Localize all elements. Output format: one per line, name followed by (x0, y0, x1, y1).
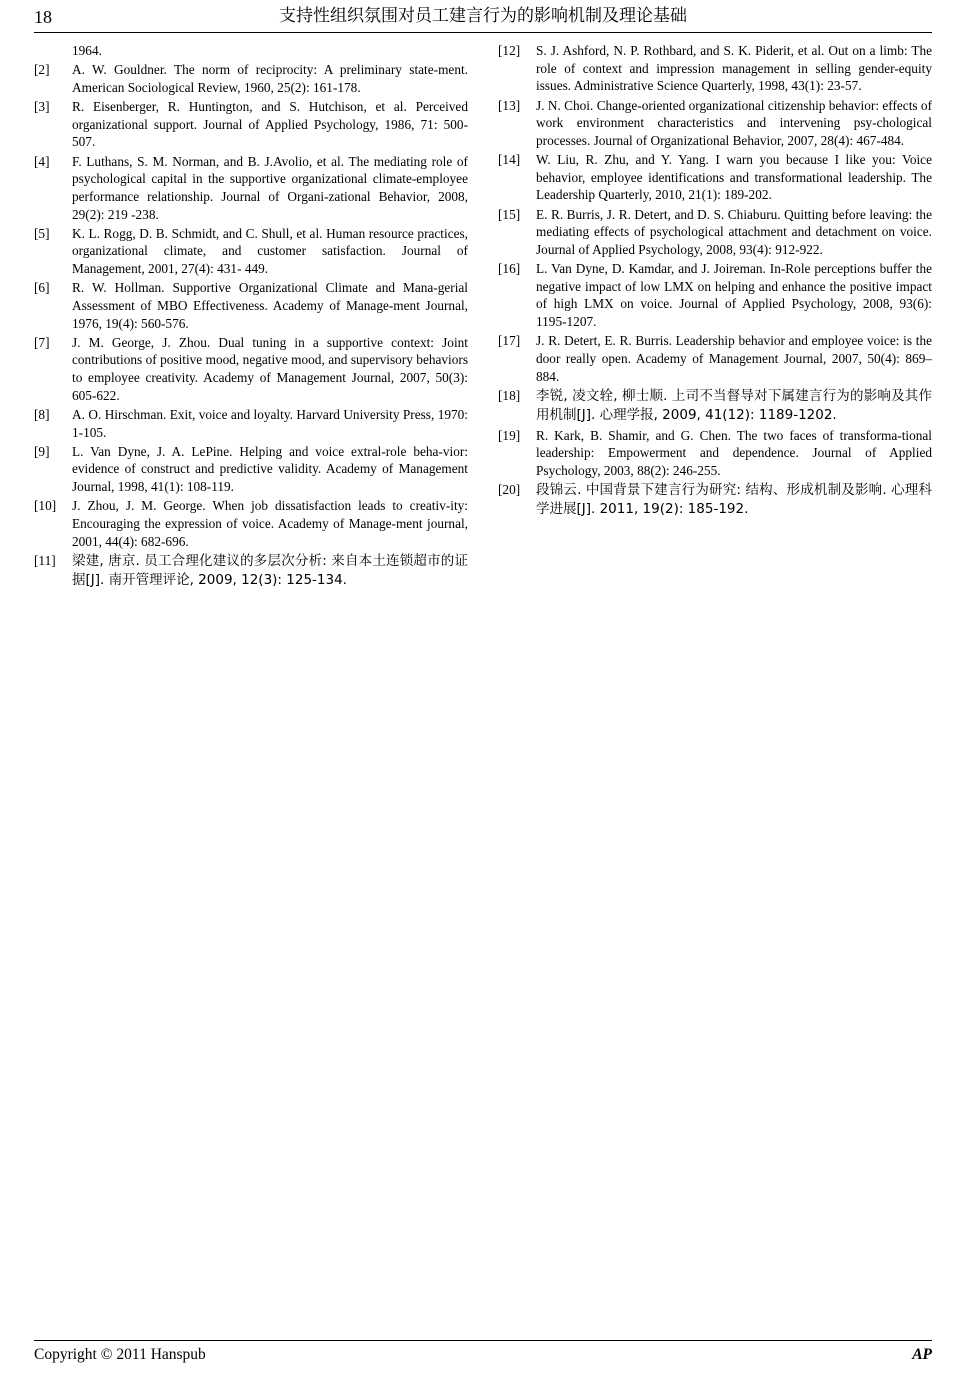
reference-number: [2] (34, 62, 50, 78)
reference-item (34, 497, 468, 550)
reference-item (498, 387, 932, 425)
reference-item (34, 42, 468, 60)
reference-number: [13] (498, 97, 521, 113)
reference-text: J. M. George, J. Zhou. Dual tuning in a supportive context: Joint contributions of positive mood, negative mood, and supervisory behaviors to employee creativity. Academy of Management Journal, 2007, 50(3): 605-622. (72, 334, 468, 403)
footer-inner (34, 1346, 932, 1364)
reference-number (34, 42, 72, 60)
reference-item (498, 260, 932, 331)
reference-number: [20] (498, 482, 521, 498)
reference-text: 段锦云. 中国背景下建言行为研究: 结构、形成机制及影响. 心理科学进展[J]. 2011, 19(2): 185-192. (536, 482, 932, 518)
reference-item (34, 443, 468, 496)
header-inner (34, 8, 932, 26)
reference-text: J. Zhou, J. M. George. When job dissatisfaction leads to creativ-ity: Encouraging the expression of voice. Academy of Manage-ment journal, 2001, 44(4): 682-696. (72, 498, 468, 549)
reference-item (34, 98, 468, 151)
reference-text: A. W. Gouldner. The norm of reciprocity: A preliminary state-ment. American Sociological Review, 1960, 25(2): 161-178. (72, 62, 468, 95)
reference-text: L. Van Dyne, D. Kamdar, and J. Joireman. In-Role perceptions buffer the negative impact of low LMX on helping and enhance the positive impact of high LMX on voice. Journal of Applied Psychology, 2008, 93(6): 1195-1207. (536, 261, 932, 330)
reference-item (34, 406, 468, 441)
reference-column-left (34, 42, 468, 592)
header-divider (34, 32, 932, 33)
reference-number: [15] (498, 206, 521, 222)
reference-number: [12] (498, 43, 521, 58)
reference-number: [14] (498, 152, 521, 168)
reference-item (498, 151, 932, 204)
reference-item (498, 97, 932, 150)
reference-item (498, 206, 932, 259)
reference-item (498, 332, 932, 385)
reference-number: [7] (34, 334, 50, 350)
reference-number: [10] (34, 498, 57, 514)
reference-item (498, 427, 932, 480)
reference-text: F. Luthans, S. M. Norman, and B. J.Avolio, et al. The mediating role of psychological capital in the supportive organizational climate-employee performance relationship. Journal of Organi-zational Behavior, 2008, 29(2): 219 -238. (72, 153, 468, 222)
reference-item (498, 42, 932, 95)
reference-item (34, 279, 468, 332)
reference-number: [5] (34, 225, 50, 241)
page-header (34, 0, 932, 30)
reference-text: R. Eisenberger, R. Huntington, and S. Hutchison, et al. Perceived organizational support. Journal of Applied Psychology, 1986, 71: 500-507. (72, 99, 468, 150)
reference-number: [9] (34, 443, 50, 459)
reference-text: W. Liu, R. Zhu, and Y. Yang. I warn you because I like you: Voice behavior, employee identifications and transformational leadership. The Leadership Quarterly, 2010, 21(1): 189-202. (536, 152, 932, 203)
reference-number: [18] (498, 387, 521, 403)
reference-text: R. Kark, B. Shamir, and G. Chen. The two faces of transforma-tional leadership: Empowerment and dependence. Journal of Applied Psychology, 2003, 88(2): 246-255. (536, 427, 932, 478)
reference-text: J. N. Choi. Change-oriented organizational citizenship behavior: effects of work environment characteristics and intervening psy-chological processes. Journal of Organizational Behavior, 2007, 28(4): 467-484. (536, 97, 932, 148)
reference-text: E. R. Burris, J. R. Detert, and D. S. Chiaburu. Quitting before leaving: the mediating effects of psychological attachment and detachment on voice. Journal of Applied Psychology, 2008, 93(4): 912-922. (536, 206, 932, 257)
reference-item (34, 225, 468, 278)
reference-number: [6] (34, 280, 50, 296)
page-number: 18 (34, 7, 52, 27)
reference-text: 梁建, 唐京. 员工合理化建议的多层次分析: 来自本土连锁超市的证据[J]. 南开管理评论, 2009, 12(3): 125-134. (72, 552, 468, 588)
reference-text: 李锐, 凌文辁, 柳士顺. 上司不当督导对下属建言行为的影响及其作用机制[J]. 心理学报, 2009, 41(12): 1189-1202. (536, 387, 932, 423)
page-footer (34, 1340, 932, 1364)
reference-item (34, 334, 468, 405)
reference-number: [17] (498, 333, 521, 349)
reference-text: L. Van Dyne, J. A. LePine. Helping and voice extral-role beha-vior: evidence of construct and predictive validity. Academy of Management Journal, 1998, 41(1): 108-119. (72, 443, 468, 495)
reference-number: [8] (34, 406, 50, 422)
reference-text: K. L. Rogg, D. B. Schmidt, and C. Shull, et al. Human resource practices, organizational climate, and customer satisfaction. Journal of Management, 2001, 27(4): 431- 449. (72, 225, 468, 277)
reference-number: [16] (498, 261, 521, 277)
reference-column-right (498, 42, 932, 592)
reference-number: [19] (498, 427, 521, 443)
reference-columns (34, 42, 932, 592)
reference-number: [3] (34, 99, 50, 115)
copyright-notice: Copyright © 2011 Hanspub (34, 1346, 206, 1363)
running-title: 支持性组织氛围对员工建言行为的影响机制及理论基础 (279, 6, 687, 26)
footer-divider (34, 1340, 932, 1341)
reference-text: R. W. Hollman. Supportive Organizational Climate and Mana-gerial Assessment of MBO Effectiveness. Academy of Manage-ment Journal, 1976, 19(4): 560-576. (72, 280, 468, 331)
reference-item (34, 61, 468, 96)
reference-text: J. R. Detert, E. R. Burris. Leadership behavior and employee voice: is the door really open. Academy of Management Journal, 2007, 50(4): 869–884. (536, 333, 932, 384)
reference-item (34, 153, 468, 224)
reference-text: A. O. Hirschman. Exit, voice and loyalty. Harvard University Press, 1970: 1-105. (72, 406, 468, 440)
journal-imprint: AP (912, 1346, 932, 1363)
reference-text: 1964. (72, 43, 102, 58)
reference-item (34, 552, 468, 590)
reference-item (498, 481, 932, 519)
reference-text: S. J. Ashford, N. P. Rothbard, and S. K. Piderit, et al. Out on a limb: The role of context and impression management in selling gender-equity issues. Administrative Science Quarterly, 1998, 43(1): 23-57. (536, 43, 932, 94)
reference-number: [4] (34, 153, 50, 169)
reference-number: [11] (34, 552, 56, 568)
